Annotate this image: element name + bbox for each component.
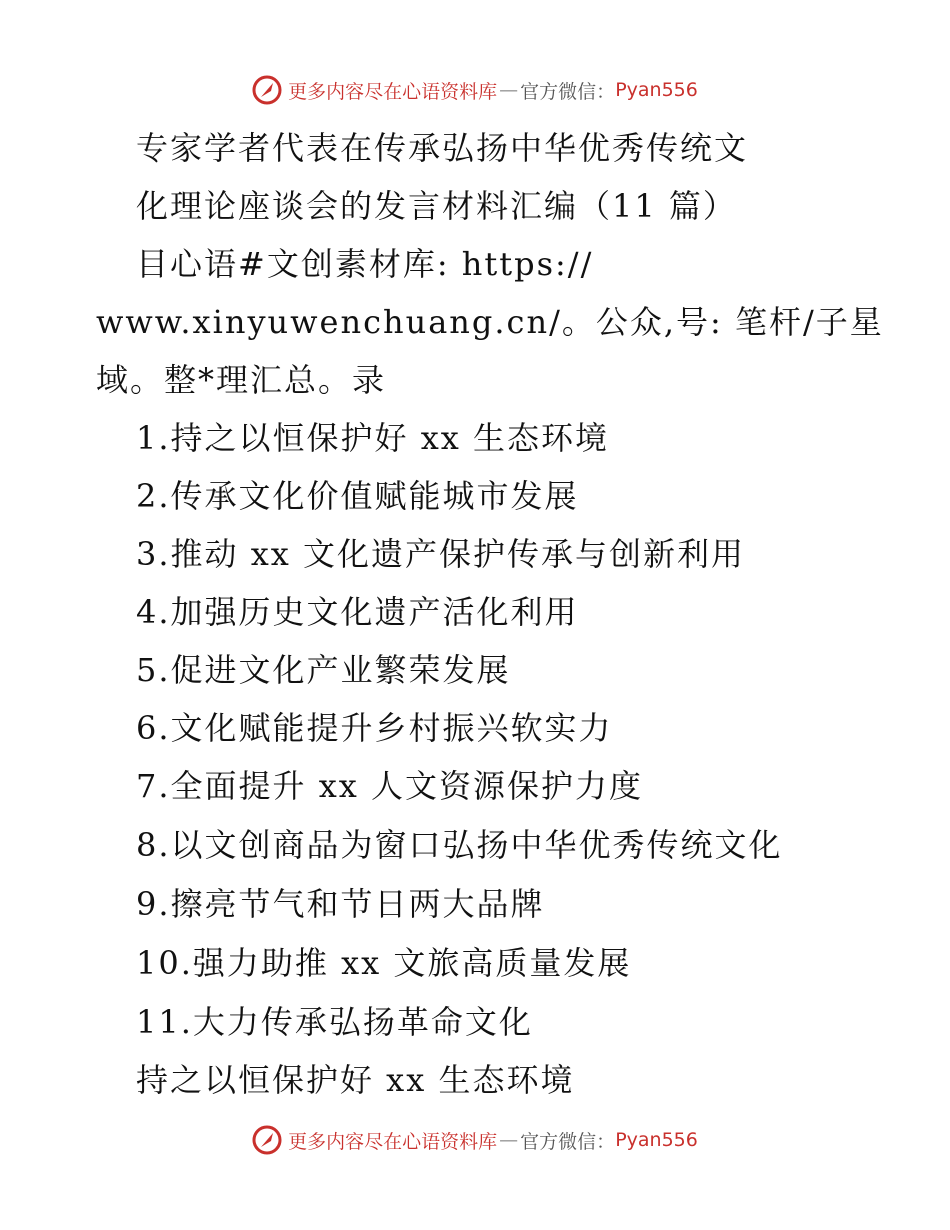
toc-item: 3.推动 xx 文化遗产保护传承与创新利用 <box>136 535 745 573</box>
toc-item: 2.传承文化价值赋能城市发展 <box>136 477 579 515</box>
watermark-separator: — <box>499 1129 519 1151</box>
watermark-text: 更多内容尽在心语资料库 <box>288 1130 498 1153</box>
document-title-line-1: 专家学者代表在传承弘扬中华优秀传统文 <box>136 129 749 167</box>
toc-item: 8.以文创商品为窗口弘扬中华优秀传统文化 <box>136 826 783 864</box>
toc-item: 9.擦亮节气和节日两大品牌 <box>136 885 545 923</box>
toc-item: 1.持之以恒保护好 xx 生态环境 <box>136 419 609 457</box>
document-title-line-2: 化理论座谈会的发言材料汇编（11 篇） <box>136 187 737 225</box>
watermark-wechat-id: Pyan556 <box>615 79 698 101</box>
toc-item: 4.加强历史文化遗产活化利用 <box>136 593 579 631</box>
toc-item: 7.全面提升 xx 人文资源保护力度 <box>136 767 643 805</box>
feather-logo-icon <box>252 1125 282 1155</box>
watermark-wechat-id: Pyan556 <box>615 1129 698 1151</box>
feather-logo-icon <box>252 75 282 105</box>
intro-line-1: 目心语#文创素材库: https:// <box>136 245 594 283</box>
watermark-official-label: 官方微信： <box>520 80 616 103</box>
toc-item: 6.文化赋能提升乡村振兴软实力 <box>136 709 613 747</box>
watermark-text: 更多内容尽在心语资料库 <box>288 80 498 103</box>
toc-item: 10.强力助推 xx 文旅高质量发展 <box>136 944 632 982</box>
intro-line-2: www.xinyuwenchuang.cn/。公众,号: 笔杆/子星 <box>96 303 884 341</box>
toc-item: 5.促进文化产业繁荣发展 <box>136 651 511 689</box>
watermark-official-label: 官方微信： <box>520 1130 616 1153</box>
section-heading: 持之以恒保护好 xx 生态环境 <box>136 1061 575 1099</box>
header-watermark <box>0 70 950 110</box>
toc-item: 11.大力传承弘扬革命文化 <box>136 1003 533 1041</box>
watermark-separator: — <box>499 79 519 101</box>
footer-watermark <box>0 1120 950 1160</box>
intro-line-3: 域。整*理汇总。录 <box>96 361 387 399</box>
